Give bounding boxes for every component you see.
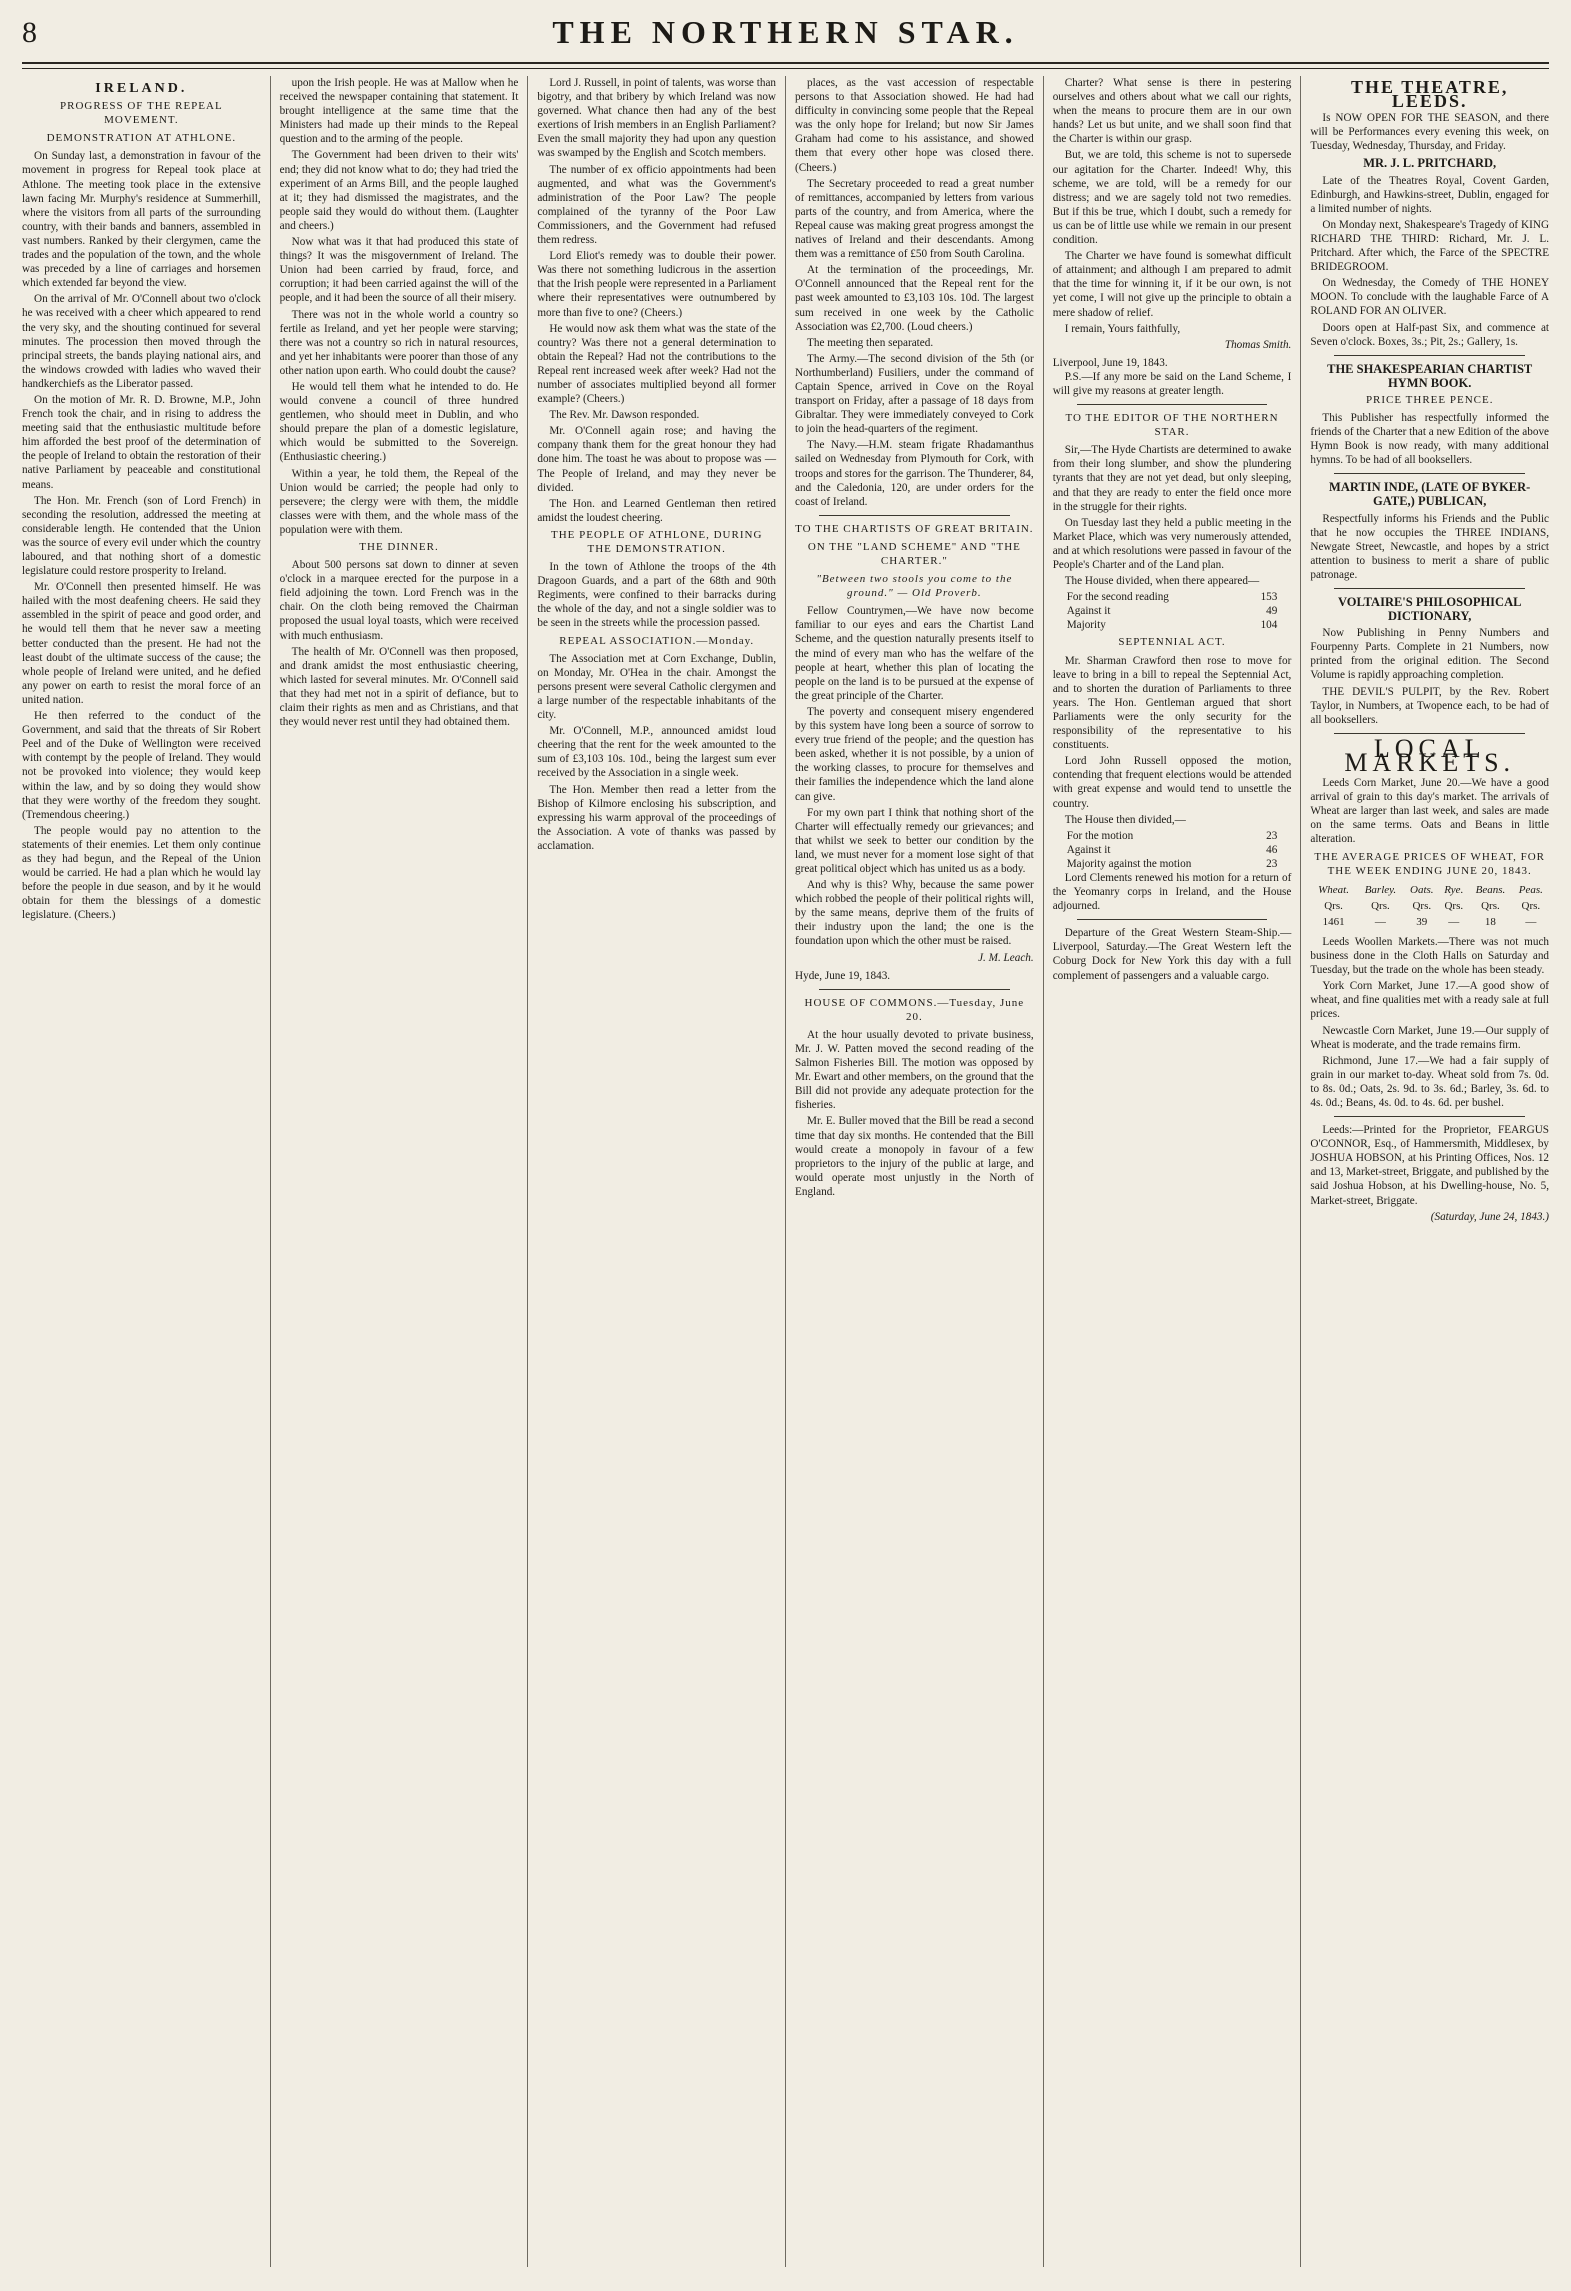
letter-paragraph: The poverty and consequent misery engendered by this system have long been a source of sorrow to every true friend of the people; and the question has been asked, whether it is not possible, by a union of the working classes, to procure for themselves and their families the independence which the land alone can give. bbox=[795, 705, 1034, 803]
ad-performer-name: MR. J. L. PRITCHARD, bbox=[1363, 156, 1497, 171]
subhead-dinner: THE DINNER. bbox=[359, 541, 439, 553]
article-paragraph: The Rev. Mr. Dawson responded. bbox=[549, 409, 700, 422]
ad-paragraph: This Publisher has respectfully informed the friends of the Charter that a new Edition of the above Hymn Book is now ready, with many additional hymns. To be had of all booksellers. bbox=[1310, 411, 1550, 467]
news-item-navy: The Navy.—H.M. steam frigate Rhadamanthus sailed on Wednesday from Plymouth for Cork, with troops and stores for the garrison. The Thunderer, 84, and the Caledonia, 120, are under orders for the coast of Ireland. bbox=[795, 439, 1034, 508]
article-paragraph: Lord John Russell opposed the motion, contending that frequent elections would be attended with great expense and would tend to unsettle the country. bbox=[1052, 755, 1292, 810]
vote-value: 46 bbox=[1266, 843, 1278, 856]
divider bbox=[1334, 355, 1525, 356]
headline-repeal: PROGRESS OF THE REPEAL MOVEMENT. bbox=[59, 100, 223, 127]
article-paragraph: The number of ex officio appointments had been augmented, and what was the Government's administration of the Poor Law? The people complained of the tyranny of the Poor Law Commissioners, and the Government had refused them redress. bbox=[537, 163, 777, 247]
article-paragraph: The health of Mr. O'Connell was then proposed, and drank amidst the most enthusiastic cheering, which lasted for several minutes. Mr. O'Connell said that they had met not in a spirit of defiance, but to claim their rights as men and as Christians, and that they would never rest until they had obtained them. bbox=[279, 645, 519, 729]
article-paragraph: The people would pay no attention to the statements of their enemies. Let them only continue as they had begun, and the Repeal of the Union would be carried. He had a plan which he would lay before the people in due season, and by it he would obtain for them the blessings of a domestic legislature. (Cheers.) bbox=[22, 824, 261, 922]
divider bbox=[1077, 404, 1268, 405]
article-paragraph: Lord Clements renewed his motion for a return of the Yeomanry corps in Ireland, and the House adjourned. bbox=[1052, 871, 1292, 913]
table-cell: Qrs. bbox=[1371, 899, 1390, 912]
market-paragraph: Newcastle Corn Market, June 19.—Our supply of Wheat is moderate, and the trade remains firm. bbox=[1310, 1024, 1550, 1051]
market-paragraph: York Corn Market, June 17.—A good show of wheat, and fine qualities met with a ready sale at full prices. bbox=[1310, 980, 1550, 1021]
letter-paragraph: And why is this? Why, because the same power which robbed the people of their political rights will, by the same means, deprive them of the fruits of their industry upon the land; the one is the foundation upon which the other must be raised. bbox=[795, 879, 1034, 948]
ad-paragraph: Respectfully informs his Friends and the Public that he now occupies the THREE INDIANS, Newgate Street, Newcastle, and hopes by a strict attention to business to merit a share of public patronage. bbox=[1310, 512, 1550, 581]
column-4 bbox=[785, 76, 1043, 2267]
subhead-athlone: DEMONSTRATION AT ATHLONE. bbox=[46, 132, 237, 145]
ad-paragraph: THE DEVIL'S PULPIT, by the Rev. Robert Taylor, in Numbers, at Twopence each, to be had of all booksellers. bbox=[1310, 685, 1550, 726]
ad-paragraph: Doors open at Half-past Six, and commence at Seven o'clock. Boxes, 3s.; Pit, 2s.; Gallery, 1s. bbox=[1310, 321, 1550, 348]
letter-paragraph: But, we are told, this scheme is not to supersede our agitation for the Charter. Indeed! Why, this scheme, we are told, will be a remedy for our distress; and we are sagely told not two remedies. But if this be true, which I doubt, such a remedy for us can be of little use while we remain in our present condition. bbox=[1052, 149, 1292, 247]
table-header: Peas. bbox=[1518, 883, 1543, 896]
letter-place: Hyde, June 19, 1843. bbox=[795, 969, 891, 982]
market-paragraph: Richmond, June 17.—We had a fair supply of grain in our market to-day. Wheat sold from 7s. 0d. to 8s. 0d.; Oats, 2s. 9d. to 3s. 6d.; Barley, 3s. 6d. to 4s. 0d.; Beans, 4s. 0d. to 4s. 6d. per bushel. bbox=[1310, 1054, 1550, 1109]
division-intro: The House divided, when there appeared— bbox=[1064, 575, 1260, 588]
table-cell: Qrs. bbox=[1412, 899, 1432, 912]
divider bbox=[1334, 588, 1525, 589]
column-5 bbox=[1043, 76, 1301, 2267]
columns bbox=[22, 76, 1549, 2267]
ad-publican-title: MARTIN INDE, (LATE OF BYKER-GATE,) PUBLICAN, bbox=[1329, 480, 1531, 509]
column-3 bbox=[527, 76, 785, 2267]
vote-value: 153 bbox=[1260, 591, 1278, 604]
table-header: Oats. bbox=[1410, 883, 1434, 896]
article-paragraph: places, as the vast accession of respectable persons to that Association showed. He had had difficulty in convincing some people that the Repeal was the only hope for Ireland; but now Sir James Graham had come to his assistance, and showed them that every other hope was closed there. (Cheers.) bbox=[795, 77, 1034, 174]
article-paragraph: He then referred to the conduct of the Government, and said that the threats of Sir Robert Peel and of the Duke of Wellington were received with contempt by the people of Ireland. They would not be provoked into violence; they would keep within the law, and by so doing they would show that they were worthy of the freedom they sought. (Tremendous cheering.) bbox=[22, 710, 261, 821]
article-paragraph: There was not in the whole world a country so fertile as Ireland, and yet her people were starving; there was not a country so rich in natural resources, and yet her inhabitants were poorer than those of any other nation upon earth. Who could doubt the cause? bbox=[279, 308, 519, 377]
article-paragraph: Within a year, he told them, the Repeal of the Union would be carried; the people had only to persevere; the clergy were with them, the middle classes were with them, and the whole mass of the population were with them. bbox=[279, 467, 519, 536]
article-paragraph: The Hon. and Learned Gentleman then retired amidst the loudest cheering. bbox=[537, 497, 777, 524]
divider bbox=[819, 515, 1010, 516]
divider bbox=[1334, 473, 1525, 474]
grain-price-table bbox=[1310, 882, 1549, 930]
table-header: Rye. bbox=[1444, 883, 1464, 896]
table-cell: 18 bbox=[1484, 915, 1496, 928]
article-paragraph: The Hon. Member then read a letter from the Bishop of Kilmore enclosing his subscription, and expressing his warm approval of the proceedings of the Association. A vote of thanks was passed by acclamation. bbox=[537, 783, 777, 852]
vote-row bbox=[1053, 843, 1292, 857]
table-header: Beans. bbox=[1475, 883, 1506, 896]
table-row bbox=[1310, 898, 1549, 914]
letter-signature: J. M. Leach. bbox=[978, 951, 1034, 964]
subhead-repeal-association: REPEAL ASSOCIATION.—Monday. bbox=[559, 634, 755, 647]
article-paragraph: He would now ask them what was the state of the country? Was there not a general determination to obtain the Repeal? Had not the contributions to the Repeal rent increased week after week? Had not the number of associates multiplied beyond all former example? (Cheers.) bbox=[537, 322, 777, 406]
news-item-army: The Army.—The second division of the 5th (or Northumberland) Fusiliers, under the command of Captain Spence, arrived in Cove on the Royal transport on Friday, after a passage of 18 days from Gibraltar. They were immediately conveyed to Cork to join the head-quarters of the regiment. bbox=[795, 352, 1034, 436]
table-row bbox=[1310, 914, 1549, 930]
table-row bbox=[1310, 882, 1549, 898]
table-cell: — bbox=[1525, 915, 1537, 928]
letter-paragraph: For my own part I think that nothing short of the Charter will effectually remedy our grievances; and that whilst we seek to better our condition by the land, we must never for a moment lose sight of that great political object which has united us as a body. bbox=[795, 806, 1034, 875]
article-paragraph: Mr. O'Connell again rose; and having the company thank them for the great honour they had done him. The toast he was about to propose was — The People of Ireland, and may they never be divided. bbox=[537, 425, 777, 494]
vote-value: 49 bbox=[1266, 605, 1278, 618]
letter-signature: Thomas Smith. bbox=[1224, 338, 1292, 351]
article-paragraph: About 500 persons sat down to dinner at seven o'clock in a marquee erected for the purpose in a field adjoining the town. Lord French was in the chair. On the cloth being removed the Chairman proposed the usual loyal toasts, which were received with much enthusiasm. bbox=[279, 559, 519, 642]
subhead-house-of-commons: HOUSE OF COMMONS.—Tuesday, June 20. bbox=[804, 996, 1025, 1023]
article-paragraph: Mr. E. Buller moved that the Bill be read a second time that day six months. He contended that the Bill would create a monopoly in favour of a few proprietors to the injury of the public at large, and would operate most unjustly in the North of England. bbox=[795, 1115, 1034, 1198]
vote-row bbox=[1053, 618, 1292, 632]
ad-paragraph: On Wednesday, the Comedy of THE HONEY MOON. To conclude with the laughable Farce of A ROLAND FOR AN OLIVER. bbox=[1310, 277, 1550, 318]
ad-paragraph: On Monday next, Shakespeare's Tragedy of KING RICHARD THE THIRD: Richard, Mr. J. L. Pritchard. After which, the Farce of the SPECTRE BRIDEGROOM. bbox=[1310, 218, 1550, 274]
vote-label: For the motion bbox=[1066, 829, 1134, 842]
vote-label: Against it bbox=[1066, 843, 1111, 856]
section-title-local-markets: LOCAL MARKETS. bbox=[1344, 733, 1516, 777]
letter-paragraph: I remain, Yours faithfully, bbox=[1064, 322, 1181, 335]
article-paragraph: On Sunday last, a demonstration in favour of the movement in progress for Repeal took place at Athlone. The meeting took place in the extensive lawn facing Mr. Murphy's residence at Summerhill, where the visitors from all parts of the surrounding country, with their bands and banners, assembled in vast numbers. Ranked by their clergymen, came the trades and the population of the town, and the whole was preceded by a line of carriages and horsemen which extended far beyond the view. bbox=[22, 150, 261, 290]
masthead-rule bbox=[22, 68, 1549, 69]
vote-row bbox=[1053, 604, 1292, 618]
divider bbox=[819, 989, 1010, 990]
article-paragraph: On the motion of Mr. R. D. Browne, M.P., John French took the chair, and in rising to address the meeting said that the enthusiastic multitude before him afforded the best proof of the determination of the people of Ireland to obtain the restoration of their native Parliament by peaceable and constitutional means. bbox=[22, 393, 261, 491]
letter-place: Liverpool, June 19, 1843. bbox=[1052, 356, 1168, 369]
article-paragraph: upon the Irish people. He was at Mallow when he received the newspaper containing that statement. It brought intelligence at the same time that the Ministers had made up their minds to the Repeal question and to the arming of the people. bbox=[279, 77, 519, 146]
vote-label: Majority bbox=[1066, 619, 1106, 632]
column-2 bbox=[270, 76, 528, 2267]
table-cell: — bbox=[1374, 915, 1386, 928]
news-item-great-western: Departure of the Great Western Steam-Ship.—Liverpool, Saturday.—The Great Western left the Coburg Dock for New York this day with a full complement of passengers and a valuable cargo. bbox=[1052, 927, 1292, 982]
letter-heading: TO THE CHARTISTS OF GREAT BRITAIN. bbox=[795, 522, 1034, 535]
table-cell: Qrs. bbox=[1324, 899, 1343, 912]
imprint-date: (Saturday, June 24, 1843.) bbox=[1430, 1210, 1550, 1223]
table-cell: 39 bbox=[1416, 915, 1428, 928]
table-header: Barley. bbox=[1364, 883, 1397, 896]
price-table-caption: THE AVERAGE PRICES OF WHEAT, FOR THE WEEK ENDING JUNE 20, 1843. bbox=[1314, 850, 1546, 877]
table-header: Wheat. bbox=[1318, 883, 1349, 896]
table-cell: — bbox=[1448, 915, 1460, 928]
vote-row bbox=[1053, 857, 1292, 871]
letter-paragraph: Fellow Countrymen,—We have now become familiar to our eyes and ears the Chartist Land Scheme, and the question naturally presents itself to the mind of every man who has the welfare of the people at heart, whether this plan of locating the people on the land is to be pursued at the expense of the great principle of the Charter. bbox=[795, 605, 1034, 702]
vote-value: 23 bbox=[1266, 829, 1278, 842]
article-paragraph: He would tell them what he intended to do. He would convene a council of three hundred gentlemen, who should meet in Dublin, and who should prepare the plan of a domestic legislature, which would be submitted to the Sovereign. (Enthusiastic cheering.) bbox=[279, 380, 519, 464]
masthead bbox=[22, 14, 1549, 64]
page-number: 8 bbox=[22, 16, 37, 49]
vote-value: 104 bbox=[1260, 619, 1278, 632]
table-cell: Qrs. bbox=[1521, 899, 1541, 912]
market-paragraph: Leeds Woollen Markets.—There was not much business done in the Cloth Halls on Saturday and Tuesday, but the trade on the whole has been steady. bbox=[1310, 935, 1550, 977]
vote-row bbox=[1053, 829, 1292, 843]
vote-label: Majority against the motion bbox=[1066, 857, 1192, 870]
table-cell: Qrs. bbox=[1481, 899, 1500, 912]
letter-epigraph: "Between two stools you come to the ground." — Old Proverb. bbox=[816, 573, 1013, 600]
section-title-ireland: IRELAND. bbox=[95, 81, 188, 96]
table-cell: 1461 bbox=[1322, 915, 1345, 928]
ad-hymn-book-title: THE SHAKESPEARIAN CHARTIST HYMN BOOK. bbox=[1327, 361, 1533, 390]
article-paragraph: The Hon. Mr. French (son of Lord French) in seconding the resolution, addressed the meeting at considerable length. He contended that the Union was the source of every evil under which the country laboured, and that nothing short of a domestic legislature could restore prosperity to Ireland. bbox=[22, 494, 261, 578]
article-paragraph: The Secretary proceeded to read a great number of remittances, accompanied by letters from various parts of the country, and from America, where the Repeal cause was making great progress amongst the natives of Ireland and their descendants. Among them was a remittance of £50 from South Carolina. bbox=[795, 177, 1034, 261]
subhead-septennial-act: SEPTENNIAL ACT. bbox=[1118, 636, 1226, 649]
article-paragraph: On the arrival of Mr. O'Connell about two o'clock he was received with a cheer which appeared to rend the very sky, and the shouting continued for several minutes. The procession then moved through the principal streets, the bands playing national airs, and the windows crowded with ladies who waved their handkerchiefs as the Liberator passed. bbox=[22, 293, 261, 390]
division-intro: The House then divided,— bbox=[1064, 813, 1186, 826]
article-paragraph: At the termination of the proceedings, Mr. O'Connell announced that the Repeal rent for the past week amounted to £3,103 10s. 10d. The largest sum received in one week by the Catholic Association was £2,700. (Loud cheers.) bbox=[795, 264, 1034, 333]
letter-paragraph: The Charter we have found is somewhat difficult of attainment; and although I am prepared to admit that the time for winning it, if it be our own, is not yet come, I will not give up the principle to obtain a mere shadow of relief. bbox=[1052, 250, 1292, 319]
letter-subheading: ON THE "LAND SCHEME" AND "THE CHARTER." bbox=[807, 540, 1021, 567]
subhead-athlone-people: THE PEOPLE OF ATHLONE, DURING THE DEMONSTRATION. bbox=[550, 528, 763, 555]
letter-paragraph: Sir,—The Hyde Chartists are determined to awake from their long slumber, and show the plundering tyrants that they are not yet dead, but only sleeping, and that they are ready to enter the field once more in the struggle for their rights. bbox=[1052, 444, 1292, 513]
letter-heading: TO THE EDITOR OF THE NORTHERN STAR. bbox=[1065, 412, 1279, 439]
column-6 bbox=[1300, 76, 1549, 2267]
article-paragraph: Mr. O'Connell then presented himself. He was hailed with the most deafening cheers. He said they assembled in the spirit of peace and good order, and he would tell them that he never saw a meeting better conducted than the present. He had not the least doubt of the ultimate success of the cause; the whole people of Ireland were united, and he defied any power on earth to resist the moral force of an united nation. bbox=[22, 581, 261, 706]
column-1 bbox=[22, 76, 270, 2267]
article-paragraph: The Association met at Corn Exchange, Dublin, on Monday, Mr. O'Hea in the chair. Amongst the persons present were several Catholic clergymen and a large number of the respectable inhabitants of the city. bbox=[537, 652, 777, 722]
market-paragraph: Leeds Corn Market, June 20.—We have a good arrival of grain to this day's market. The arrivals of Wheat are larger than last week, and sales are made on the same terms. Oats and Beans in little alteration. bbox=[1310, 777, 1550, 846]
article-paragraph: In the town of Athlone the troops of the 4th Dragoon Guards, and a part of the 68th and 90th Regiments, were confined to their barracks during the whole of the day, and not a single soldier was to be seen in the streets while the procession passed. bbox=[537, 561, 777, 630]
article-paragraph: The meeting then separated. bbox=[807, 336, 934, 349]
ad-paragraph: Is NOW OPEN FOR THE SEASON, and there will be Performances every evening this week, on Tuesday, Wednesday, Thursday, and Friday. bbox=[1310, 112, 1550, 153]
article-paragraph: Lord J. Russell, in point of talents, was worse than bigotry, and that bribery by which Ireland was now governed. What chance then had any of the best exertions of Irish members in an English Parliament? Even the small majority they had upon any question was swamped by the English and Scotch members. bbox=[537, 77, 777, 160]
divider bbox=[1334, 1116, 1525, 1117]
ad-theatre-title: THE THEATRE, LEEDS. bbox=[1351, 77, 1509, 112]
divider bbox=[1077, 919, 1268, 920]
letter-paragraph: Charter? What sense is there in pestering ourselves and others about what we call our rights, when the means to procure them are in our own hands? Let us but unite, and we shall soon find that the Charter is within our grasp. bbox=[1052, 77, 1292, 146]
ad-hymn-book-price: PRICE THREE PENCE. bbox=[1365, 393, 1494, 406]
article-paragraph: At the hour usually devoted to private business, Mr. J. W. Patten moved the second reading of the Salmon Fisheries Bill. The motion was opposed by Mr. Ewart and other members, on the ground that the Bill did not provide any adequate protection for the fisheries. bbox=[795, 1028, 1034, 1112]
table-cell: Qrs. bbox=[1444, 899, 1464, 912]
printer-imprint: Leeds:—Printed for the Proprietor, FEARGUS O'CONNOR, Esq., of Hammersmith, Middlesex, by JOSHUA HOBSON, at his Printing Offices, Nos. 12 and 13, Market-street, Briggate, and published by the said Joshua Hobson, at his Dwelling-house, No. 5, Market-street, Briggate. bbox=[1310, 1124, 1550, 1207]
article-paragraph: Lord Eliot's remedy was to double their power. Was there not something ludicrous in the assertion that the Irish people were represented in a Parliament where their representatives were outnumbered by more than five to one? (Cheers.) bbox=[537, 250, 777, 319]
ad-paragraph: Late of the Theatres Royal, Covent Garden, Edinburgh, and Hawkins-street, Dublin, engaged for a limited number of nights. bbox=[1310, 174, 1550, 215]
vote-label: Against it bbox=[1066, 605, 1111, 618]
vote-value: 23 bbox=[1266, 857, 1278, 870]
ad-voltaire-title: VOLTAIRE'S PHILOSOPHICAL DICTIONARY, bbox=[1337, 595, 1522, 624]
letter-postscript: P.S.—If any more be said on the Land Scheme, I will give my reasons at greater length. bbox=[1052, 370, 1292, 397]
ad-paragraph: Now Publishing in Penny Numbers and Fourpenny Parts. Complete in 21 Numbers, now printed from the original edition. The Second Volume is rapidly approaching completion. bbox=[1310, 627, 1550, 682]
article-paragraph: Mr. O'Connell, M.P., announced amidst loud cheering that the rent for the week amounted to the sum of £3,103 10s. 10d., being the largest sum ever received by the Association in a single week. bbox=[537, 725, 777, 780]
vote-row bbox=[1053, 590, 1292, 604]
article-paragraph: The Government had been driven to their wits' end; they did not know what to do; they had tried the experiment of an Arms Bill, and the people laughed at it; they had dismissed the magistrates, and the people said they would do without them. (Laughter and cheers.) bbox=[279, 149, 519, 232]
article-paragraph: Mr. Sharman Crawford then rose to move for leave to bring in a bill to repeal the Septennial Act, and to shorten the duration of Parliaments to three years. The Hon. Gentleman argued that short Parliaments were the only security for the responsibility of the representative to his constituents. bbox=[1052, 654, 1292, 752]
letter-paragraph: On Tuesday last they held a public meeting in the Market Place, which was very numerously attended, and at which resolutions were passed in favour of the People's Charter and of the Land plan. bbox=[1052, 516, 1292, 571]
vote-label: For the second reading bbox=[1066, 591, 1169, 604]
paper-name: THE NORTHERN STAR. bbox=[552, 14, 1019, 50]
article-paragraph: Now what was it that had produced this state of things? It was the misgovernment of Ireland. The Union had been carried by fraud, force, and corruption; it had been carried against the will of the people, and it had been the source of all their misery. bbox=[279, 236, 519, 305]
